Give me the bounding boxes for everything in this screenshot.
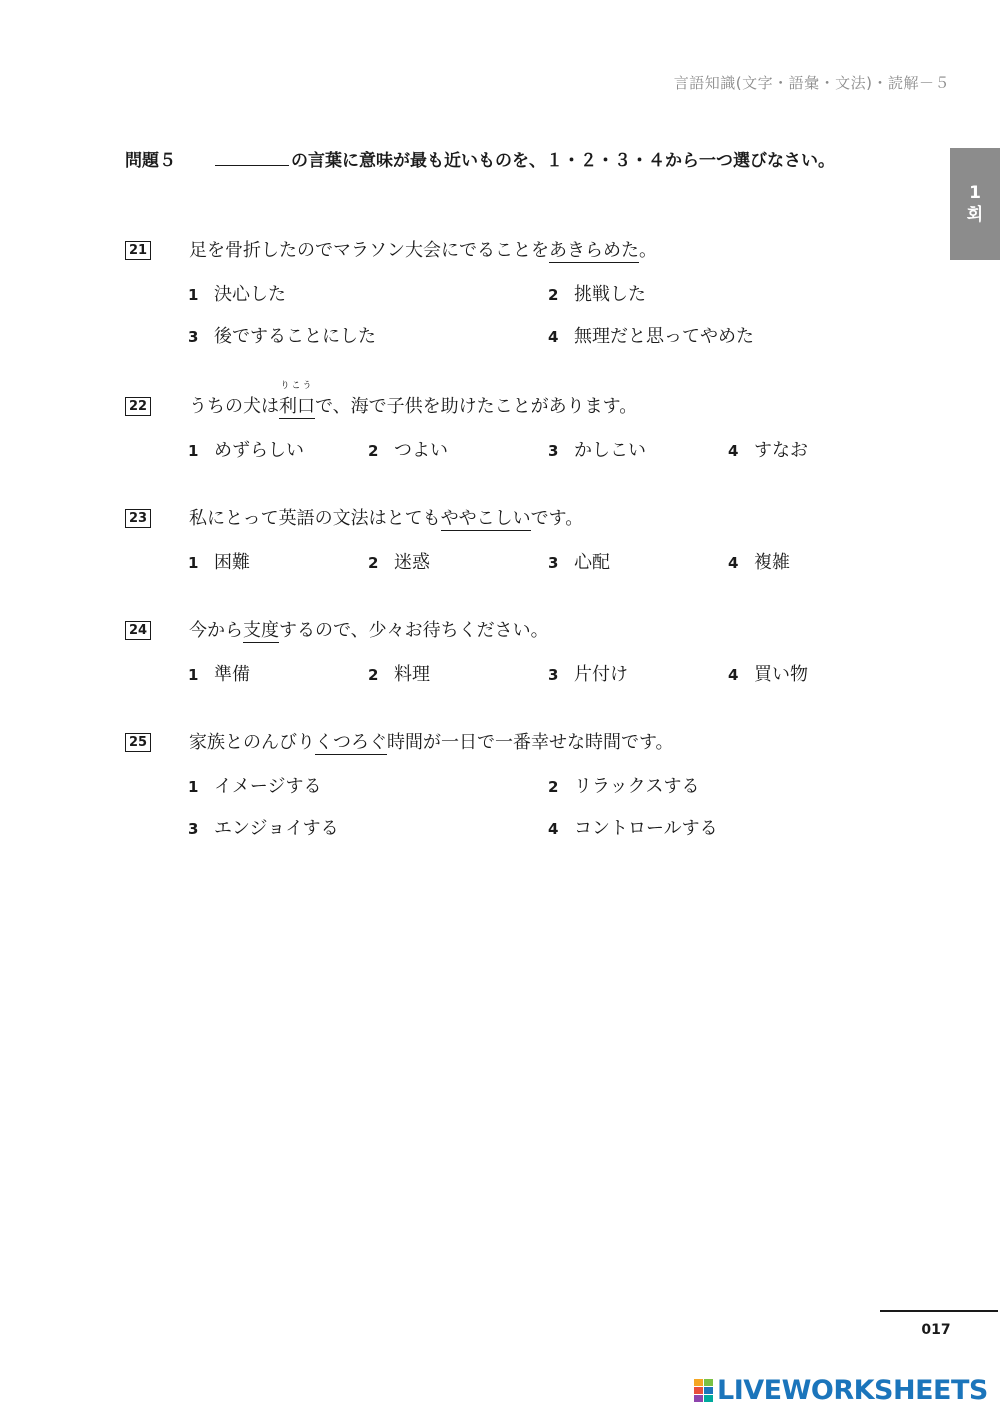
option-2[interactable] [368, 660, 430, 686]
option-number: 3 [188, 820, 199, 838]
option-number: 1 [188, 442, 199, 460]
options-row [125, 660, 925, 684]
option-number: 1 [188, 554, 199, 572]
option-text: すなお [754, 440, 808, 461]
option-number: 4 [728, 442, 739, 460]
option-text: 片付け [574, 664, 628, 685]
option-text: つよい [394, 440, 448, 461]
option-number: 1 [188, 778, 199, 796]
stem-after: です。 [530, 508, 584, 529]
question-23 [125, 504, 925, 572]
question-stem [125, 616, 925, 642]
option-text: 決心した [214, 284, 286, 305]
stem-after: 。 [639, 240, 657, 261]
option-number: 4 [728, 666, 739, 684]
question-stem [125, 381, 925, 418]
option-number: 1 [188, 666, 199, 684]
option-number: 4 [728, 554, 739, 572]
option-text: 後ですることにした [214, 326, 376, 347]
liveworksheets-logo[interactable] [694, 1374, 988, 1406]
option-4[interactable] [548, 322, 754, 348]
question-number: 22 [125, 397, 151, 416]
option-1[interactable] [188, 280, 286, 306]
underlined-target: ややこしい [440, 508, 531, 529]
option-text: リラックスする [574, 776, 700, 797]
option-text: 心配 [574, 552, 610, 573]
option-number: 4 [548, 820, 559, 838]
option-number: 2 [368, 666, 379, 684]
option-text: かしこい [574, 440, 646, 461]
option-1[interactable] [188, 548, 250, 574]
stem-before: 足を骨折したのでマラソン大会にでることを [189, 240, 549, 261]
blank-line [215, 148, 289, 166]
option-4[interactable] [728, 436, 808, 462]
footer-rule [880, 1310, 998, 1312]
option-number: 2 [368, 442, 379, 460]
liveworksheets-icon [694, 1379, 713, 1402]
option-number: 3 [548, 666, 559, 684]
underlined-target: 利口 [279, 396, 315, 417]
stem-before: うちの犬は [189, 396, 279, 417]
options-row [125, 436, 925, 460]
option-text: 料理 [394, 664, 430, 685]
underlined-target: くつろぐ [315, 732, 387, 753]
stem-before: 家族とのんびり [189, 732, 315, 753]
option-number: 3 [188, 328, 199, 346]
option-text: 挑戦した [574, 284, 646, 305]
question-number: 21 [125, 241, 151, 260]
option-text: 無理だと思ってやめた [574, 326, 754, 347]
option-3[interactable] [188, 322, 376, 348]
question-21 [125, 236, 925, 346]
option-number: 2 [548, 778, 559, 796]
option-2[interactable] [548, 772, 699, 798]
option-text: 複雑 [754, 552, 790, 573]
option-number: 2 [548, 286, 559, 304]
option-2[interactable] [368, 548, 430, 574]
option-3[interactable] [548, 660, 628, 686]
underlined-target: 支度 [243, 620, 279, 641]
problem-label: 問題５ [125, 151, 176, 171]
stem-before: 今から [189, 620, 243, 641]
option-1[interactable] [188, 660, 250, 686]
option-2[interactable] [368, 436, 448, 462]
option-number: 3 [548, 442, 559, 460]
option-text: 買い物 [754, 664, 808, 685]
side-tab [950, 148, 1000, 260]
question-stem [125, 236, 925, 262]
option-3[interactable] [548, 436, 646, 462]
option-number: 4 [548, 328, 559, 346]
option-text: めずらしい [214, 440, 304, 461]
page-number: 017 [921, 1322, 951, 1338]
option-text: イメージする [214, 776, 322, 797]
option-text: 困難 [214, 552, 250, 573]
option-2[interactable] [548, 280, 646, 306]
question-22 [125, 381, 925, 461]
option-text: エンジョイする [214, 818, 339, 839]
option-4[interactable] [728, 548, 790, 574]
option-1[interactable] [188, 772, 321, 798]
options-row [125, 548, 925, 572]
option-1[interactable] [188, 436, 304, 462]
stem-after: で、海で子供を助けたことがあります。 [315, 396, 638, 417]
options-row [125, 772, 925, 796]
question-stem [125, 504, 925, 530]
stem-before: 私にとって英語の文法はとても [189, 508, 441, 529]
question-number: 24 [125, 621, 151, 640]
brand-name: LIVEWORKSHEETS [717, 1374, 988, 1406]
stem-after: 時間が一日で一番幸せな時間です。 [387, 732, 674, 753]
option-number: 2 [368, 554, 379, 572]
side-tab-label: 회 [966, 205, 984, 225]
option-3[interactable] [188, 814, 339, 840]
instruction [125, 146, 835, 171]
side-tab-number: 1 [969, 183, 981, 203]
option-4[interactable] [728, 660, 808, 686]
underlined-target: あきらめた [549, 240, 639, 261]
options-row [125, 322, 925, 346]
option-text: 迷惑 [394, 552, 430, 573]
stem-after: するので、少々お待ちください。 [279, 620, 549, 641]
options-row [125, 280, 925, 304]
furigana: りこう [280, 381, 314, 391]
option-3[interactable] [548, 548, 610, 574]
option-text: 準備 [214, 664, 250, 685]
option-text: コントロールする [574, 818, 718, 839]
question-stem [125, 728, 925, 754]
page-header: 言語知識(文字・語彙・文法)・読解－５ [673, 74, 950, 92]
question-24 [125, 616, 925, 684]
instruction-text: の言葉に意味が最も近いものを、１・２・３・４から一つ選びなさい。 [291, 151, 835, 171]
option-number: 1 [188, 286, 199, 304]
option-number: 3 [548, 554, 559, 572]
option-4[interactable] [548, 814, 718, 840]
question-25 [125, 728, 925, 838]
question-number: 25 [125, 733, 151, 752]
question-number: 23 [125, 509, 151, 528]
options-row [125, 814, 925, 838]
